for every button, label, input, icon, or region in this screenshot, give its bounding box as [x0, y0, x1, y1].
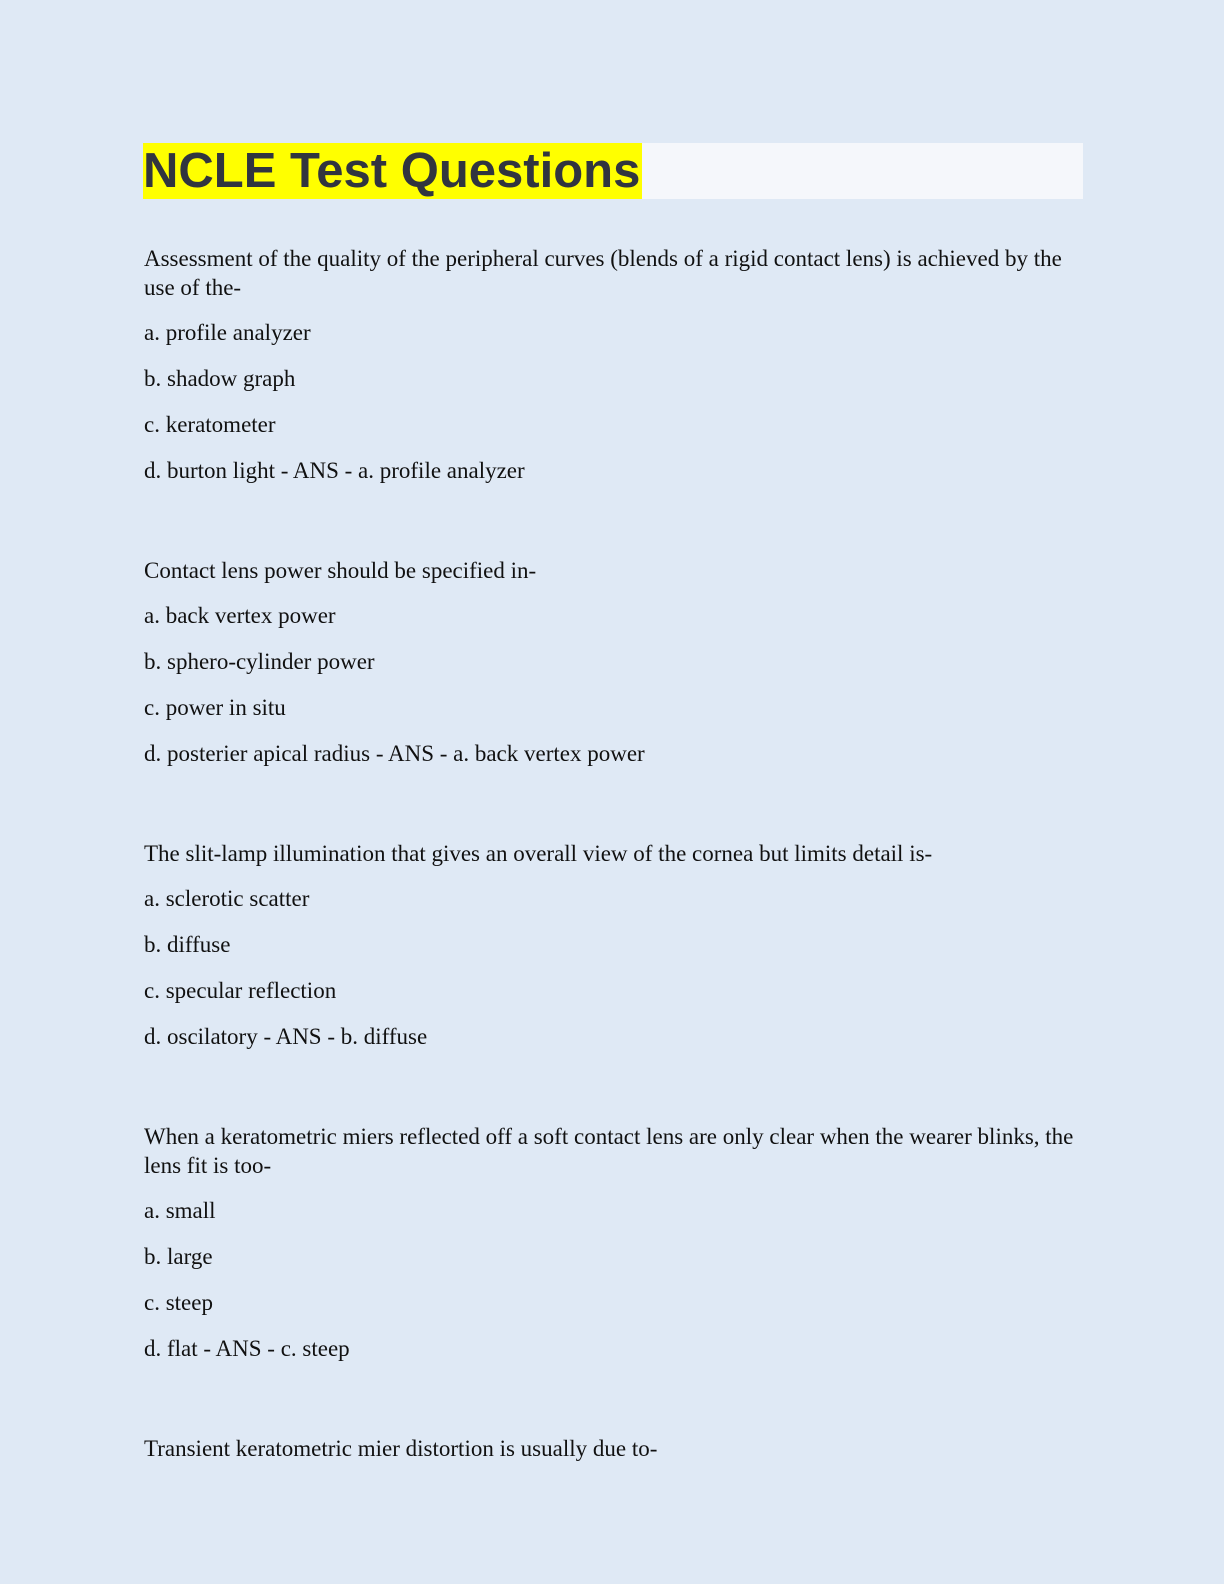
answer-option-with-answer: d. posterier apical radius - ANS - a. back vertex power [144, 741, 645, 766]
answer-option: b. shadow graph [144, 366, 296, 391]
question-stem: Contact lens power should be specified in- [144, 558, 537, 583]
answer-option: a. back vertex power [144, 603, 336, 628]
answer-option: b. diffuse [144, 932, 231, 957]
question-stem: The slit-lamp illumination that gives an overall view of the cornea but limits detail is- [144, 841, 933, 866]
answer-option-with-answer: d. oscilatory - ANS - b. diffuse [144, 1024, 428, 1049]
question-5 [144, 1434, 1089, 1463]
page-title: NCLE Test Questions [143, 144, 641, 198]
question-4 [144, 1122, 1089, 1363]
answer-option: a. profile analyzer [144, 320, 311, 345]
question-3 [144, 839, 1089, 1051]
answer-option-with-answer: d. burton light - ANS - a. profile analyzer [144, 458, 525, 483]
answer-option: a. sclerotic scatter [144, 886, 310, 911]
title-band [143, 143, 1083, 199]
answer-option: b. sphero-cylinder power [144, 649, 375, 674]
answer-option-with-answer: d. flat - ANS - c. steep [144, 1336, 350, 1361]
question-1 [144, 244, 1089, 485]
question-2 [144, 556, 1089, 768]
question-stem: Transient keratometric mier distortion is usually due to- [144, 1436, 658, 1461]
answer-option: c. steep [144, 1290, 213, 1315]
question-stem: When a keratometric miers reflected off a soft contact lens are only clear when the wearer blinks, the lens fit is too- [144, 1124, 1074, 1178]
answer-option: c. power in situ [144, 695, 286, 720]
answer-option: b. large [144, 1244, 213, 1269]
question-stem: Assessment of the quality of the peripheral curves (blends of a rigid contact lens) is achieved by the use of the- [144, 246, 1062, 300]
answer-option: c. specular reflection [144, 978, 337, 1003]
question-list [144, 244, 1089, 1534]
answer-option: a. small [144, 1198, 216, 1223]
answer-option: c. keratometer [144, 412, 276, 437]
